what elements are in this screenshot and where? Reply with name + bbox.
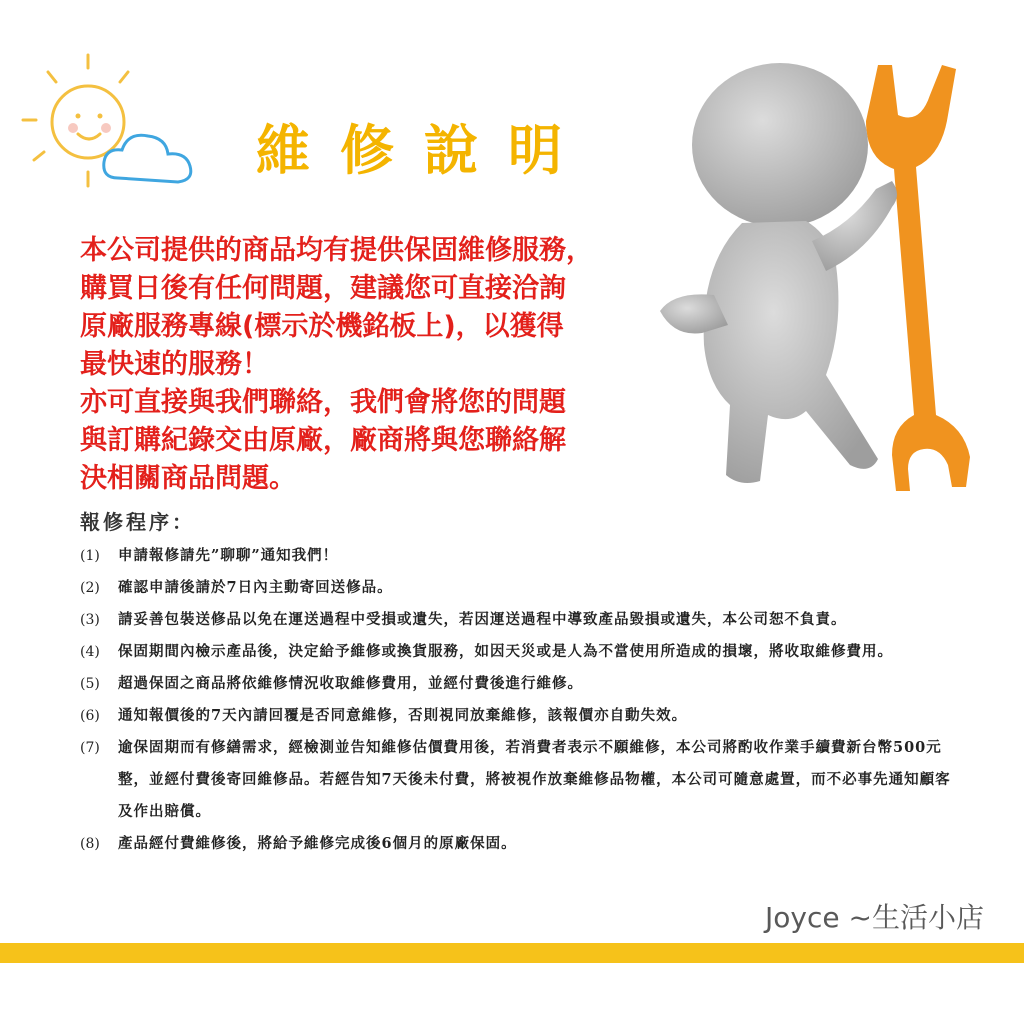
figure-with-wrench-illustration — [630, 55, 990, 495]
step-number: (6) — [80, 708, 100, 724]
step-text: 產品經付費維修後，將給予維修完成後6個月的原廠保固。 — [118, 835, 517, 852]
list-item — [80, 828, 960, 860]
step-text: 申請報修請先”聊聊”通知我們！ — [118, 547, 339, 564]
step-number: (3) — [80, 612, 100, 628]
intro-line: 與訂購紀錄交由原廠，廠商將與您聯絡解 — [80, 425, 566, 456]
step-text: 通知報價後的7天內請回覆是否同意維修，否則視同放棄維修，該報價亦自動失效。 — [118, 707, 688, 724]
sun-cloud-icon — [18, 50, 218, 200]
step-number: (1) — [80, 548, 100, 564]
list-item — [80, 604, 960, 636]
step-number: (2) — [80, 580, 100, 596]
step-text: 超過保固之商品將依維修情況收取維修費用，並經付費後進行維修。 — [118, 675, 583, 692]
step-number: (4) — [80, 644, 100, 660]
intro-line: 本公司提供的商品均有提供保固維修服務， — [80, 235, 593, 266]
intro-text — [80, 232, 640, 498]
intro-line: 決相關商品問題。 — [80, 463, 296, 494]
list-item — [80, 732, 960, 828]
intro-line: 原廠服務專線(標示於機銘板上)，以獲得 — [80, 311, 564, 342]
step-number: (7) — [80, 740, 100, 756]
bottom-divider — [0, 943, 1024, 963]
shop-name: Joyce ~生活小店 — [765, 901, 984, 934]
step-number: (8) — [80, 836, 100, 852]
list-item — [80, 668, 960, 700]
step-text: 保固期間內檢示產品後，決定給予維修或換貨服務，如因天災或是人為不當使用所造成的損壞，將收取維修費用。 — [118, 643, 893, 660]
intro-line: 亦可直接與我們聯絡，我們會將您的問題 — [80, 387, 566, 418]
intro-line: 購買日後有任何問題，建議您可直接洽詢 — [80, 273, 566, 304]
procedure-steps-list — [80, 540, 960, 860]
page-title: 維修說明 — [256, 119, 592, 182]
wrench-icon — [866, 65, 970, 491]
list-item — [80, 700, 960, 732]
list-item — [80, 540, 960, 572]
step-text: 逾保固期而有修繕需求，經檢測並告知維修估價費用後，若消費者表示不願維修，本公司將酌收作業手續費新台幣500元整，並經付費後寄回維修品。若經告知7天後未付費，將被視作放棄維修品物權，本公司可隨意處置，而不必事先通知顧客及作出賠償。 — [118, 739, 951, 820]
list-item — [80, 572, 960, 604]
procedure-heading: 報修程序： — [80, 510, 195, 534]
step-text: 請妥善包裝送修品以免在運送過程中受損或遺失，若因運送過程中導致產品毀損或遺失，本公司恕不負責。 — [118, 611, 847, 628]
step-number: (5) — [80, 676, 100, 692]
step-text: 確認申請後請於7日內主動寄回送修品。 — [118, 579, 393, 596]
list-item — [80, 636, 960, 668]
intro-line: 最快速的服務！ — [80, 349, 269, 380]
